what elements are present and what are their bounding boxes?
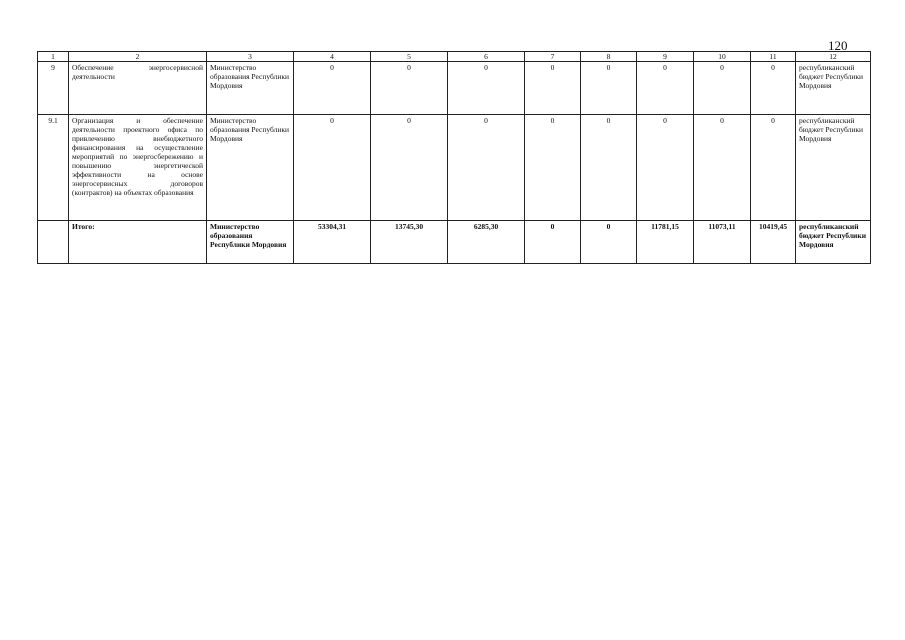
column-header: 2 — [69, 52, 207, 62]
row-value: 0 — [581, 115, 637, 221]
table-row — [38, 115, 871, 221]
column-header: 12 — [796, 52, 871, 62]
row-value: 0 — [525, 115, 581, 221]
row-value: 0 — [694, 62, 751, 115]
row-name: Обеспечение энергосервисной деятельности — [69, 62, 207, 115]
budget-table — [37, 51, 871, 264]
column-header: 7 — [525, 52, 581, 62]
row-value: 0 — [751, 62, 796, 115]
row-value: 0 — [448, 115, 525, 221]
row-value: 6285,30 — [448, 221, 525, 264]
row-value: 0 — [581, 62, 637, 115]
row-value: 11073,11 — [694, 221, 751, 264]
row-value: 0 — [637, 62, 694, 115]
column-header: 8 — [581, 52, 637, 62]
row-name: Итого: — [69, 221, 207, 264]
row-value: 11781,15 — [637, 221, 694, 264]
row-id — [38, 221, 69, 264]
page-number: 120 — [828, 38, 848, 53]
column-header: 1 — [38, 52, 69, 62]
row-value: 0 — [694, 115, 751, 221]
row-value: 0 — [525, 221, 581, 264]
row-source: республиканский бюджет Республики Мордовия — [796, 62, 871, 115]
row-value: 0 — [448, 62, 525, 115]
row-id: 9 — [38, 62, 69, 115]
column-header: 6 — [448, 52, 525, 62]
row-executor: Министерство образования Республики Мордовия — [207, 115, 294, 221]
row-value: 0 — [371, 115, 448, 221]
column-header: 3 — [207, 52, 294, 62]
column-header: 10 — [694, 52, 751, 62]
row-value: 0 — [525, 62, 581, 115]
row-name: Организация и обеспечение деятельности проектного офиса по привлечению внебюджетного финансирования на осуществление мероприятий по энергосбережению и повышению энергетической эффективности на основе энергосервисных договоров (контрактов) на объектах образования — [69, 115, 207, 221]
column-header: 5 — [371, 52, 448, 62]
row-source: республиканский бюджет Республики Мордовия — [796, 115, 871, 221]
header-row — [38, 52, 871, 62]
row-value: 0 — [637, 115, 694, 221]
row-value: 0 — [581, 221, 637, 264]
column-header: 11 — [751, 52, 796, 62]
table-row-total — [38, 221, 871, 264]
row-value: 0 — [751, 115, 796, 221]
row-value: 10419,45 — [751, 221, 796, 264]
column-header: 9 — [637, 52, 694, 62]
row-value: 0 — [371, 62, 448, 115]
row-value: 0 — [294, 115, 371, 221]
column-header: 4 — [294, 52, 371, 62]
row-source: республиканский бюджет Республики Мордовия — [796, 221, 871, 264]
row-executor: Министерство образования Республики Мордовия — [207, 62, 294, 115]
row-value: 53304,31 — [294, 221, 371, 264]
row-value: 0 — [294, 62, 371, 115]
row-value: 13745,30 — [371, 221, 448, 264]
row-id: 9.1 — [38, 115, 69, 221]
table-row — [38, 62, 871, 115]
row-executor: Министерство образования Республики Мордовия — [207, 221, 294, 264]
